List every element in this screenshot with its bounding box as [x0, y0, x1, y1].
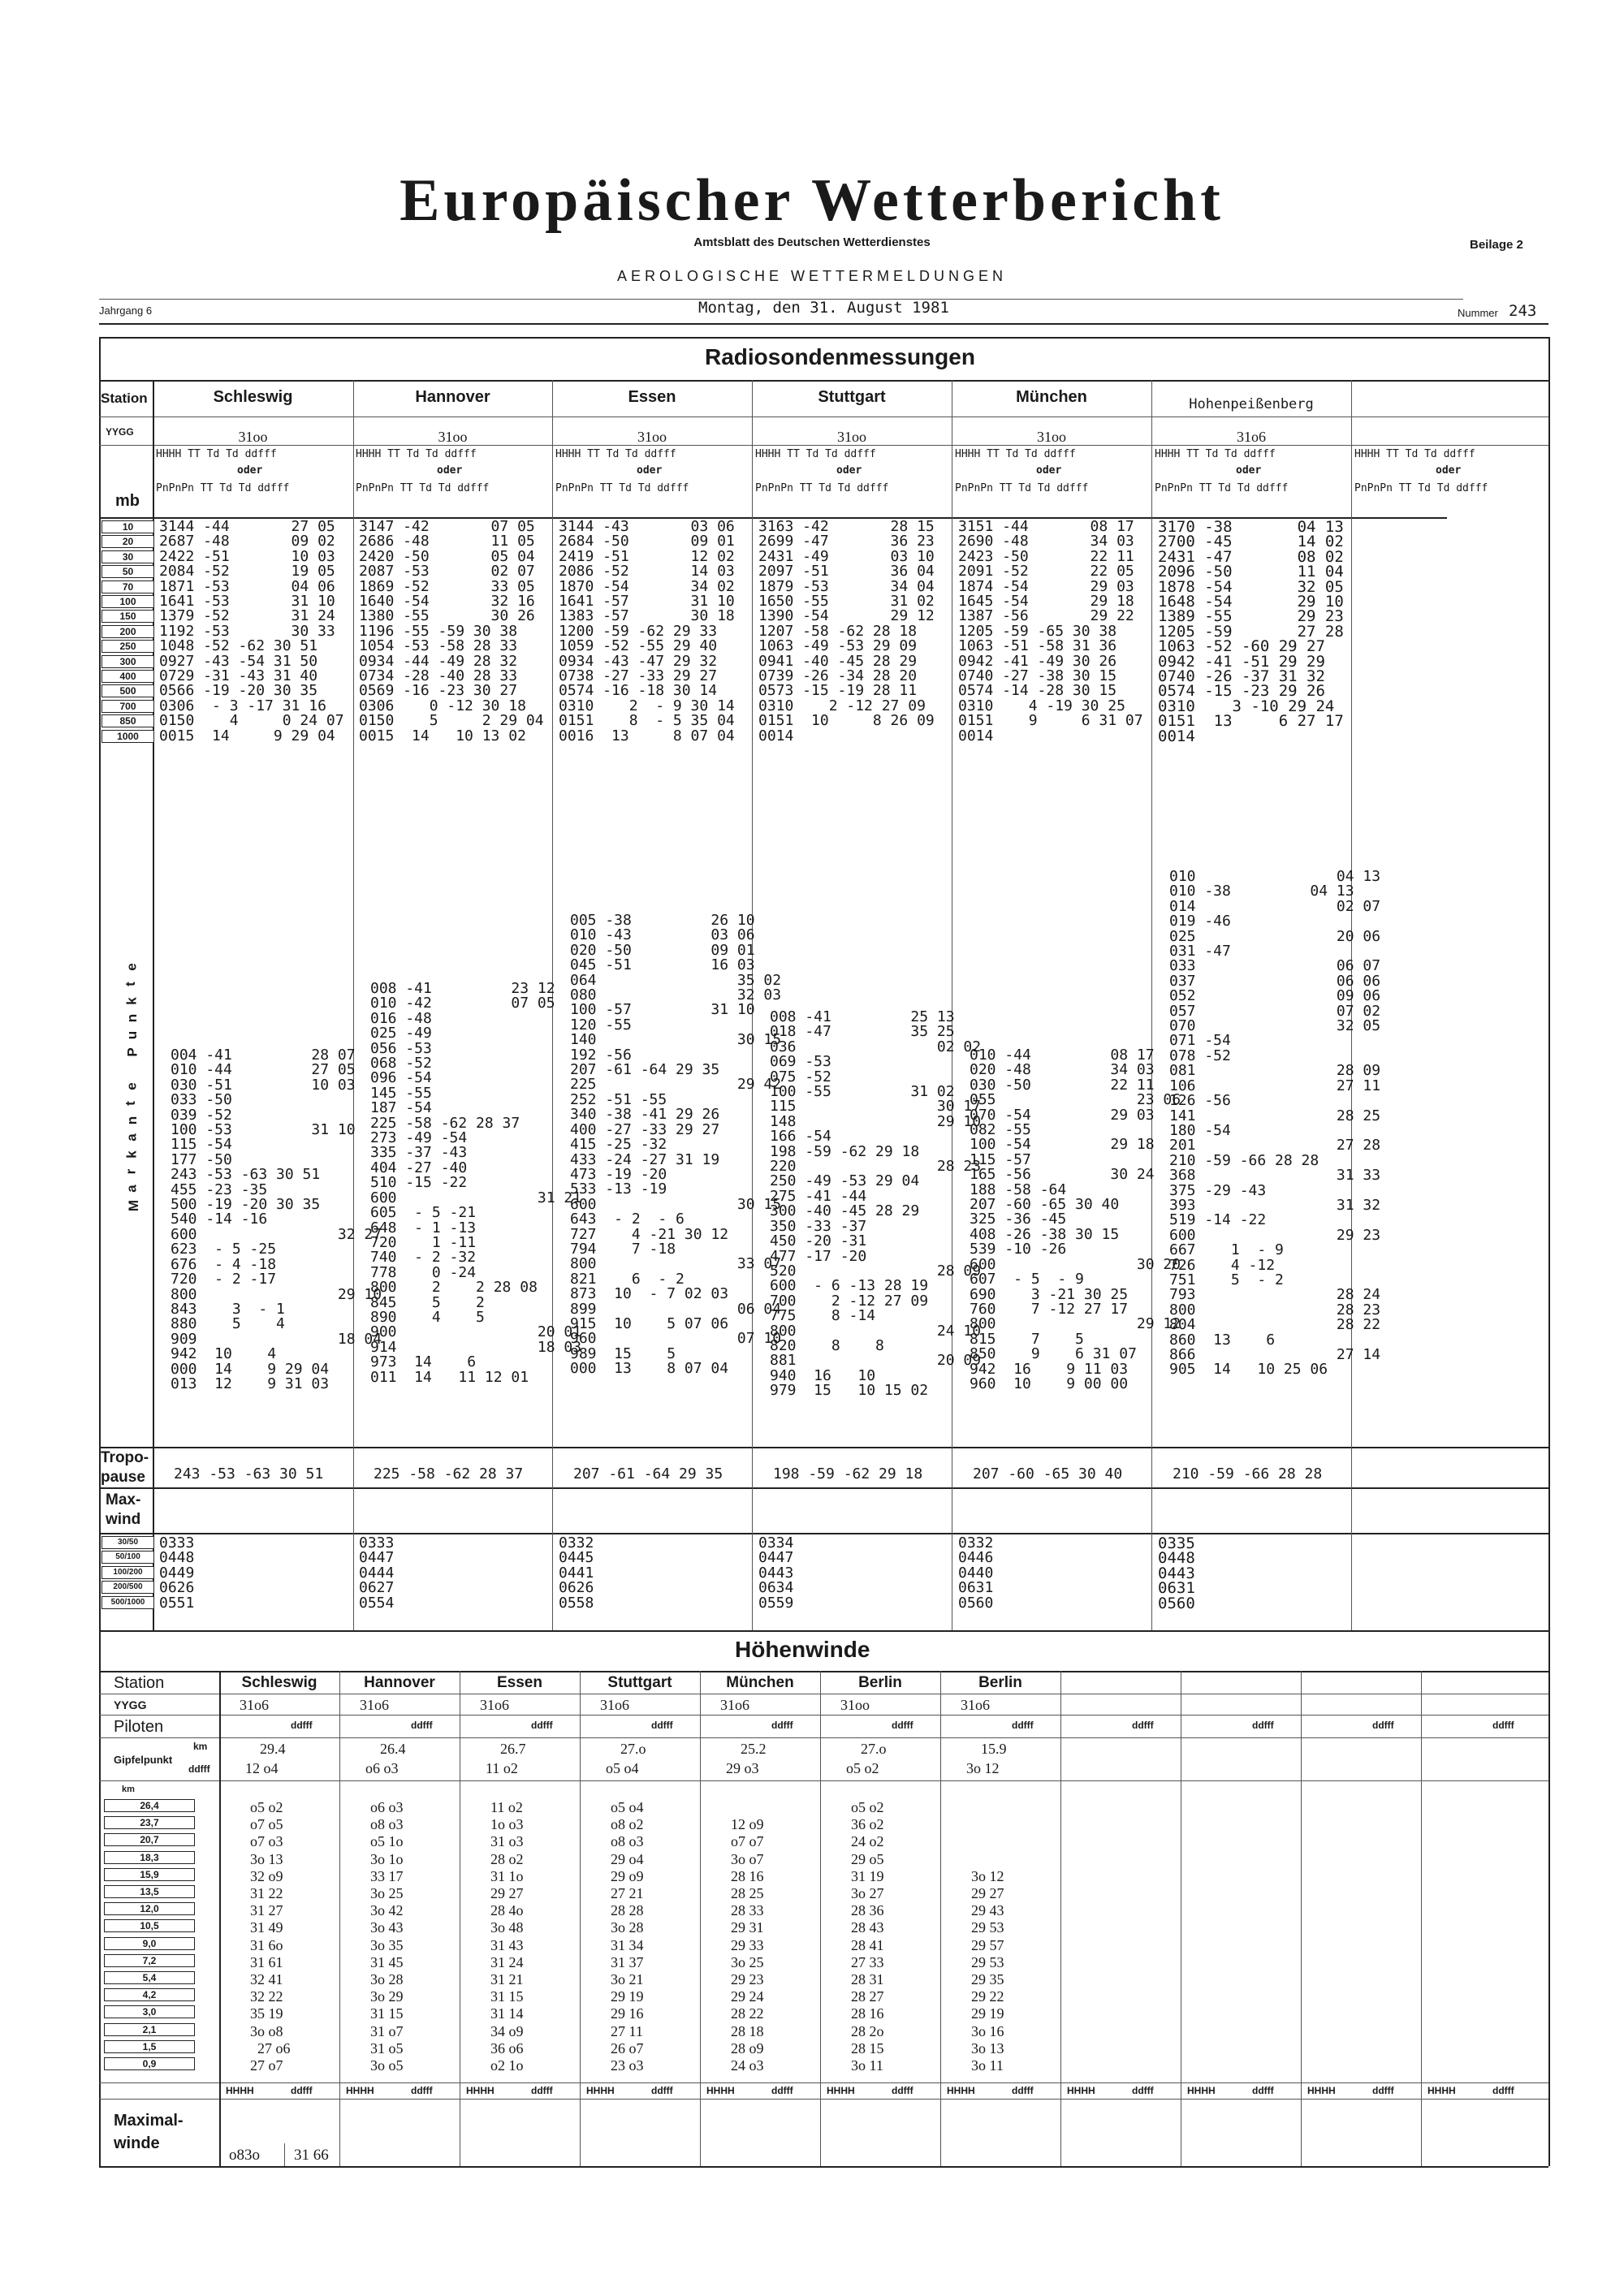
markante-letter: u: [124, 1030, 140, 1040]
pressure-level-label: 850: [102, 714, 154, 727]
hw-level-label: 2,1: [104, 2023, 195, 2036]
station-name: Stuttgart: [818, 388, 886, 406]
station-name: Schleswig: [213, 388, 293, 406]
column-header-top: HHHH TT Td Td ddfff: [955, 448, 1076, 460]
hw-hhhh-header: HHHH: [706, 2085, 735, 2096]
column-header-oder: oder: [1036, 464, 1062, 477]
hw-ddfff-header: ddfff: [1252, 2085, 1274, 2096]
hw-piloten-label: Piloten: [114, 1718, 164, 1736]
markante-letter: t: [122, 982, 138, 986]
column-header-top: HHHH TT Td Td ddfff: [755, 448, 876, 460]
station-levels-stuttgart: 3163 -42 28 15 2699 -47 36 23 2431 -49 03 10 2097 -51 36 04 1879 -53 34 04 1650 -55 31 02 1390 -54 29 12 1207 -58 -62 28 18 1063 -49 -53 29 09 0941 -40 -45 28 29 0739 -26 -34 28 20 0573 -15 -19 28 11 0310 2 -12 27 09 0151 10 8 26 09 0014: [758, 518, 935, 744]
shear-stuttgart: 0334 0447 0443 0634 0559: [758, 1534, 794, 1612]
pressure-level-label: 1000: [102, 730, 154, 743]
hw-ddfff-header: ddfff: [411, 2085, 433, 2096]
column-header-bottom: PnPnPn TT Td Td ddfff: [156, 482, 290, 494]
column-header-oder: oder: [437, 464, 463, 477]
markante-letter: n: [124, 1013, 140, 1023]
header-rule-top: [99, 299, 1463, 300]
hw-wind-column: o6 o3 o8 o3 o5 1o 3o 1o 33 17 3o 25 3o 42 3o 43 3o 35 31 45 3o 28 3o 29 31 15 31 o7 31 o5 3o o5: [370, 1799, 404, 2074]
column-header-top: HHHH TT Td Td ddfff: [1354, 448, 1475, 460]
hw-level-label: 1,5: [104, 2040, 195, 2053]
hw-ddfff-header: ddfff: [771, 2085, 793, 2096]
tropopause-value: 225 -58 -62 28 37: [374, 1465, 524, 1482]
station-name: Essen: [628, 388, 676, 406]
hw-station-name: Schleswig: [241, 1674, 317, 1691]
hw-wind-column: 12 o9 o7 o7 3o o7 28 16 28 25 28 33 29 31 29 33 3o 25 29 23 29 24 28 22 28 18 28 o9 24 o3: [731, 1816, 764, 2074]
hw-yygg-value: 31o6: [720, 1697, 749, 1713]
hw-yygg-value: 31o6: [240, 1697, 269, 1713]
yygg-value: 31oo: [837, 429, 866, 445]
station-levels-hohenpeissenberg: 3170 -38 04 13 2700 -45 14 02 2431 -47 08 02 2096 -50 11 04 1878 -54 32 05 1648 -54 29 10 1389 -55 29 23 1205 -59 27 28 1063 -52 -60 29 27 0942 -41 -51 29 29 0740 -26 -37 31 32 0574 -15 -23 29 26 0310 3 -10 29 24 0151 13 6 27 17 0014: [1158, 518, 1344, 745]
hw-ddfff-header: ddfff: [892, 2085, 914, 2096]
maxwind-label: Max- wind: [106, 1491, 141, 1528]
hw-ddfff-header: ddfff: [411, 1720, 433, 1731]
hw-station-name: Essen: [497, 1674, 542, 1691]
maximalwinde-ddfff: 31 66: [294, 2147, 329, 2164]
station-name: München: [1016, 388, 1087, 406]
hw-level-label: 9,0: [104, 1937, 195, 1950]
hw-gipfel-km: 26.4: [380, 1741, 406, 1757]
mb-label: mb: [115, 492, 140, 510]
beilage-label: Beilage 2: [1470, 238, 1523, 252]
hw-ddfff-label: ddfff: [188, 1763, 210, 1775]
hw-yygg-value: 31o6: [360, 1697, 389, 1713]
hw-ddfff-header: ddfff: [1132, 1720, 1154, 1731]
maximalwinde-hhhh: o83o: [229, 2147, 260, 2164]
hw-wind-column: o5 o4 o8 o2 o8 o3 29 o4 29 o9 27 21 28 28 3o 28 31 34 31 37 3o 21 29 19 29 16 27 11 26 o7 23 o3: [611, 1799, 644, 2074]
shear-essen: 0332 0445 0441 0626 0558: [559, 1534, 594, 1612]
shear-level-label: 30/50: [102, 1536, 154, 1549]
column-header-top: HHHH TT Td Td ddfff: [356, 448, 477, 460]
hw-yygg-value: 31o6: [961, 1697, 990, 1713]
shear-hannover: 0333 0447 0444 0627 0554: [359, 1534, 395, 1612]
hw-ddfff-header: ddfff: [531, 2085, 553, 2096]
markante-letter: r: [123, 1168, 139, 1175]
hw-ddfff-header: ddfff: [1492, 2085, 1514, 2096]
hw-yygg-value: 31oo: [840, 1697, 870, 1713]
hw-ddfff-header: ddfff: [531, 1720, 553, 1731]
markante-letter: k: [123, 1150, 140, 1159]
issue-number: 243: [1509, 302, 1537, 320]
hw-ddfff-header: ddfff: [1492, 1720, 1514, 1731]
yygg-value: 31o6: [1237, 429, 1266, 445]
hw-yygg-label: YYGG: [114, 1698, 147, 1711]
hw-ddfff-header: ddfff: [651, 2085, 673, 2096]
hw-level-label: 7,2: [104, 1954, 195, 1967]
markante-letter: P: [124, 1047, 140, 1057]
column-header-oder: oder: [836, 464, 862, 477]
hw-ddfff-header: ddfff: [1372, 1720, 1394, 1731]
pressure-level-label: 70: [102, 580, 154, 593]
markante-letter: e: [123, 963, 140, 971]
date-label: Montag, den 31. August 1981: [698, 299, 949, 317]
hw-level-label: 26,4: [104, 1799, 195, 1812]
hw-station-name: Hannover: [364, 1674, 435, 1691]
hw-station-name: Berlin: [978, 1674, 1022, 1691]
hw-level-label: 15,9: [104, 1868, 195, 1881]
hw-level-label: 4,2: [104, 1988, 195, 2001]
page-title: Europäischer Wetterbericht: [400, 167, 1224, 234]
hw-hhhh-header: HHHH: [827, 2085, 855, 2096]
hw-ddfff-header: ddfff: [1372, 2085, 1394, 2096]
hw-yygg-value: 31o6: [480, 1697, 509, 1713]
pressure-level-label: 30: [102, 550, 154, 563]
hw-level-label: 18,3: [104, 1851, 195, 1864]
hoehenwinde-title: Höhenwinde: [735, 1637, 870, 1662]
hw-level-label: 12,0: [104, 1902, 195, 1915]
station-levels-schleswig: 3144 -44 27 05 2687 -48 09 02 2422 -51 10 03 2084 -52 19 05 1871 -53 04 06 1641 -53 31 10 1379 -52 31 24 1192 -53 30 33 1048 -52 -62 30 51 0927 -43 -54 31 50 0729 -31 -43 31 40 0566 -19 -20 30 35 0306 - 3 -17 31 16 0150 4 0 24 07 0015 14 9 29 04: [159, 518, 344, 744]
pressure-level-label: 50: [102, 565, 154, 578]
pressure-level-label: 400: [102, 670, 154, 683]
maximalwinde-divider: [284, 2143, 285, 2166]
tropopause-value: 210 -59 -66 28 28: [1173, 1465, 1323, 1482]
pressure-level-label: 150: [102, 610, 154, 623]
hw-gipfel-km: 27.o: [620, 1741, 646, 1757]
column-header-top: HHHH TT Td Td ddfff: [555, 448, 676, 460]
hw-wind-column: o5 o2 o7 o5 o7 o3 3o 13 32 o9 31 22 31 27 31 49 31 6o 31 61 32 41 32 22 35 19 3o o8 27 o6 27 o7: [250, 1799, 291, 2074]
pressure-level-label: 100: [102, 595, 154, 608]
page-subtitle: Amtsblatt des Deutschen Wetterdienstes: [693, 235, 931, 249]
hw-gipfel-label: Gipfelpunkt: [114, 1754, 173, 1766]
shear-level-label: 500/1000: [102, 1596, 154, 1609]
hw-ddfff-header: ddfff: [771, 1720, 793, 1731]
markante-hohenpeissenberg: 010 04 13 010 -38 04 13 014 02 07 019 -46 025 20 06 031 -47 033 06 07 037 06 06 052 09 06 057 07 02 070 32 05 071 -54 078 -52 081 28 09 106 27 11 126 -56 141 28 25 180 -54 201 27 28 210 -59 -66 28 28 368 31 33 375 -29 -43 393 31 32 519 -14 -22 600 29 23 667 1 - 9 726 4 -12 751 5 - 2 793 28 24 800 28 23 804 28 22 860 13 6 866 27 14 905 14 10 25 06: [1169, 868, 1381, 1379]
column-header-oder: oder: [1436, 464, 1462, 477]
hw-hhhh-header: HHHH: [466, 2085, 495, 2096]
hw-level-label: 10,5: [104, 1919, 195, 1932]
hw-wind-column: 11 o2 1o o3 31 o3 28 o2 31 1o 29 27 28 4o 3o 48 31 43 31 24 31 21 31 15 31 14 34 o9 36 o6 o2 1o: [490, 1799, 524, 2074]
hw-gipfel-ddfff: 12 o4: [245, 1760, 279, 1776]
hw-hhhh-header: HHHH: [586, 2085, 615, 2096]
hw-station-label: Station: [114, 1674, 165, 1692]
markante-letter: M: [126, 1199, 142, 1212]
hw-station-name: München: [726, 1674, 794, 1691]
hw-ddfff-header: ddfff: [291, 2085, 313, 2096]
hw-km-sub-label: km: [122, 1785, 135, 1794]
hw-station-name: Stuttgart: [607, 1674, 672, 1691]
column-header-top: HHHH TT Td Td ddfff: [156, 448, 277, 460]
hw-wind-column: 3o 12 29 27 29 43 29 53 29 57 29 53 29 35 29 22 29 19 3o 16 3o 13 3o 11: [971, 1867, 1004, 2074]
tropopause-value: 198 -59 -62 29 18: [773, 1465, 923, 1482]
station-name: Hohenpeißenberg: [1189, 396, 1314, 412]
column-header-top: HHHH TT Td Td ddfff: [1155, 448, 1276, 460]
markante-letter: n: [124, 1116, 140, 1125]
tropopause-value: 207 -61 -64 29 35: [573, 1465, 723, 1482]
column-header-bottom: PnPnPn TT Td Td ddfff: [1155, 482, 1289, 494]
markante-letter: e: [123, 1082, 140, 1090]
hw-gipfel-ddfff: o5 o4: [606, 1760, 639, 1776]
pressure-level-label: 500: [102, 684, 154, 697]
pressure-level-label: 10: [102, 520, 154, 533]
station-levels-hannover: 3147 -42 07 05 2686 -48 11 05 2420 -50 05 04 2087 -53 02 07 1869 -52 33 05 1640 -54 32 16 1380 -55 30 26 1196 -55 -59 30 38 1054 -53 -58 28 33 0934 -44 -49 28 32 0734 -28 -40 28 33 0569 -16 -23 30 27 0306 0 -12 30 18 0150 5 2 29 04 0015 14 10 13 02: [359, 518, 544, 744]
pressure-level-label: 200: [102, 625, 154, 638]
tropopause-label: Tropo- pause: [101, 1449, 149, 1486]
yygg-value: 31oo: [238, 429, 268, 445]
hw-gipfel-km: 15.9: [981, 1741, 1007, 1757]
markante-stuttgart: 008 -41 25 13 018 -47 35 25 036 02 02 069 -53 075 -52 100 -55 31 02 115 30 17 148 29 10 166 -54 198 -59 -62 29 18 220 28 23 250 -49 -53 29 04 275 -41 -44 300 -40 -45 28 29 350 -33 -37 450 -20 -31 477 -17 -20 520 28 09 600 - 6 -13 28 19 700 2 -12 27 09 775 8 -14 800 24 10 820 8 8 881 20 09 940 16 10 979 15 10 15 02: [770, 1008, 982, 1400]
hw-ddfff-header: ddfff: [1012, 2085, 1034, 2096]
hw-ddfff-header: ddfff: [1012, 1720, 1034, 1731]
hw-ddfff-header: ddfff: [1132, 2085, 1154, 2096]
section-heading: AEROLOGISCHE WETTERMELDUNGEN: [616, 268, 1008, 284]
radiosonde-title: Radiosondenmessungen: [705, 344, 975, 369]
hw-hhhh-header: HHHH: [1067, 2085, 1095, 2096]
markante-hannover: 008 -41 23 12 010 -42 07 05 016 -48 025 -49 056 -53 068 -52 096 -54 145 -55 187 -54 225 -58 -62 28 37 273 -49 -54 335 -37 -43 404 -27 -40 510 -15 -22 600 31 21 605 - 5 -21 648 - 1 -13 720 1 -11 740 - 2 -32 778 0 -24 800 2 2 28 08 845 5 2 890 4 5 900 20 01 914 18 03 973 14 6 011 14 11 12 01: [370, 980, 582, 1386]
yygg-value: 31oo: [1037, 429, 1066, 445]
column-header-bottom: PnPnPn TT Td Td ddfff: [955, 482, 1089, 494]
hw-hhhh-header: HHHH: [947, 2085, 975, 2096]
markante-letter: k: [123, 997, 140, 1005]
column-header-oder: oder: [237, 464, 263, 477]
column-header-bottom: PnPnPn TT Td Td ddfff: [555, 482, 689, 494]
shear-level-label: 100/200: [102, 1566, 154, 1579]
pressure-level-label: 20: [102, 535, 154, 548]
hw-level-label: 20,7: [104, 1833, 195, 1846]
hw-gipfel-ddfff: 11 o2: [486, 1760, 518, 1776]
hw-hhhh-header: HHHH: [1427, 2085, 1456, 2096]
hw-gipfel-km: 26.7: [500, 1741, 526, 1757]
hw-level-label: 13,5: [104, 1885, 195, 1898]
station-label: Station: [101, 391, 148, 406]
hw-km-label: km: [193, 1741, 208, 1752]
column-header-oder: oder: [637, 464, 663, 477]
shear-muenchen: 0332 0446 0440 0631 0560: [958, 1534, 994, 1612]
hw-gipfel-km: 27.o: [861, 1741, 887, 1757]
station-name: Hannover: [415, 388, 490, 406]
hw-gipfel-km: 29.4: [260, 1741, 286, 1757]
hw-hhhh-header: HHHH: [226, 2085, 254, 2096]
station-levels-muenchen: 3151 -44 08 17 2690 -48 34 03 2423 -50 22 11 2091 -52 22 05 1874 -54 29 03 1645 -54 29 18 1387 -56 29 22 1205 -59 -65 30 38 1063 -51 -58 31 36 0942 -41 -49 30 26 0740 -27 -38 30 15 0574 -14 -28 30 15 0310 4 -19 30 25 0151 9 6 31 07 0014: [958, 518, 1143, 744]
hw-ddfff-header: ddfff: [291, 1720, 313, 1731]
markante-essen: 005 -38 26 10 010 -43 03 06 020 -50 09 01 045 -51 16 03 064 35 02 080 32 03 100 -57 31 10 120 -55 140 30 15 192 -56 207 -61 -64 29 35 225 29 42 252 -51 -55 340 -38 -41 29 26 400 -27 -33 29 27 415 -25 -32 433 -24 -27 31 19 473 -19 -20 533 -13 -19 600 30 15 643 - 2 - 6 727 4 -21 30 12 794 7 -18 800 33 07 821 6 - 2 873 10 - 7 02 03 899 06 04 915 10 5 07 06 960 07 10 989 15 5 000 13 8 07 04: [570, 912, 782, 1378]
markante-schleswig: 004 -41 28 07 010 -44 27 05 030 -51 10 03 033 -50 039 -52 100 -53 31 10 115 -54 177 -50 243 -53 -63 30 51 455 -23 -35 500 -19 -20 30 35 540 -14 -16 600 32 27 623 - 5 -25 676 - 4 -18 720 - 2 -17 800 29 10 843 3 - 1 880 5 4 909 18 04 942 10 4 000 14 9 29 04 013 12 9 31 03: [171, 1047, 382, 1392]
hw-yygg-value: 31o6: [600, 1697, 629, 1713]
hw-station-name: Berlin: [858, 1674, 902, 1691]
hw-ddfff-header: ddfff: [892, 1720, 914, 1731]
header-rule-bottom: [99, 323, 1548, 325]
column-header-bottom: PnPnPn TT Td Td ddfff: [755, 482, 889, 494]
nummer-label: Nummer: [1458, 307, 1498, 319]
pressure-level-label: 250: [102, 640, 154, 653]
shear-schleswig: 0333 0448 0449 0626 0551: [159, 1534, 195, 1612]
tropopause-value: 207 -60 -65 30 40: [973, 1465, 1123, 1482]
markante-muenchen: 010 -44 08 17 020 -48 34 03 030 -50 22 11 055 23 06 070 -54 29 03 082 -55 100 -54 29 18 115 -57 165 -56 30 24 188 -58 -64 207 -60 -65 30 40 325 -36 -45 408 -26 -38 30 15 539 -10 -26 600 30 20 607 - 5 - 9 690 3 -21 30 25 760 7 -12 27 17 800 29 12 815 7 5 850 9 6 31 07 942 16 9 11 03 960 10 9 00 00: [970, 1047, 1181, 1392]
hw-wind-column: o5 o2 36 o2 24 o2 29 o5 31 19 3o 27 28 36 28 43 28 41 27 33 28 31 28 27 28 16 28 2o 28 15 3o 11: [851, 1799, 884, 2074]
hw-level-label: 23,7: [104, 1816, 195, 1829]
shear-hohenpeissenberg: 0335 0448 0443 0631 0560: [1158, 1534, 1195, 1612]
pressure-level-label: 700: [102, 700, 154, 713]
shear-level-label: 50/100: [102, 1551, 154, 1564]
shear-level-label: 200/500: [102, 1581, 154, 1594]
jahrgang-label: Jahrgang 6: [99, 304, 153, 317]
hw-level-label: 5,4: [104, 1971, 195, 1984]
hw-hhhh-header: HHHH: [1187, 2085, 1216, 2096]
column-header-bottom: PnPnPn TT Td Td ddfff: [1354, 482, 1488, 494]
yygg-value: 31oo: [637, 429, 667, 445]
yygg-value: 31oo: [438, 429, 468, 445]
hw-hhhh-header: HHHH: [1307, 2085, 1336, 2096]
hw-gipfel-ddfff: 3o 12: [966, 1760, 1000, 1776]
hw-hhhh-header: HHHH: [346, 2085, 374, 2096]
hw-gipfel-ddfff: o5 o2: [846, 1760, 879, 1776]
hw-gipfel-ddfff: 29 o3: [726, 1760, 759, 1776]
hw-gipfel-km: 25.2: [741, 1741, 767, 1757]
column-header-bottom: PnPnPn TT Td Td ddfff: [356, 482, 490, 494]
hw-level-label: 0,9: [104, 2057, 195, 2070]
column-header-oder: oder: [1236, 464, 1262, 477]
hw-gipfel-ddfff: o6 o3: [365, 1760, 399, 1776]
hw-ddfff-header: ddfff: [1252, 1720, 1274, 1731]
station-levels-essen: 3144 -43 03 06 2684 -50 09 01 2419 -51 12 02 2086 -52 14 03 1870 -54 34 02 1641 -57 31 10 1383 -57 30 18 1200 -59 -62 29 33 1059 -52 -55 29 40 0934 -43 -47 29 32 0738 -27 -33 29 27 0574 -16 -18 30 14 0310 2 - 9 30 14 0151 8 - 5 35 04 0016 13 8 07 04: [559, 518, 735, 744]
maximalwinde-label: Maximal- winde: [114, 2112, 184, 2152]
yygg-label: YYGG: [106, 426, 134, 438]
markante-letter: t: [122, 1101, 138, 1106]
markante-letter: a: [123, 1133, 140, 1142]
pressure-level-label: 300: [102, 655, 154, 668]
markante-letter: a: [123, 1185, 140, 1193]
hw-level-label: 3,0: [104, 2005, 195, 2018]
tropopause-value: 243 -53 -63 30 51: [174, 1465, 324, 1482]
hw-ddfff-header: ddfff: [651, 1720, 673, 1731]
